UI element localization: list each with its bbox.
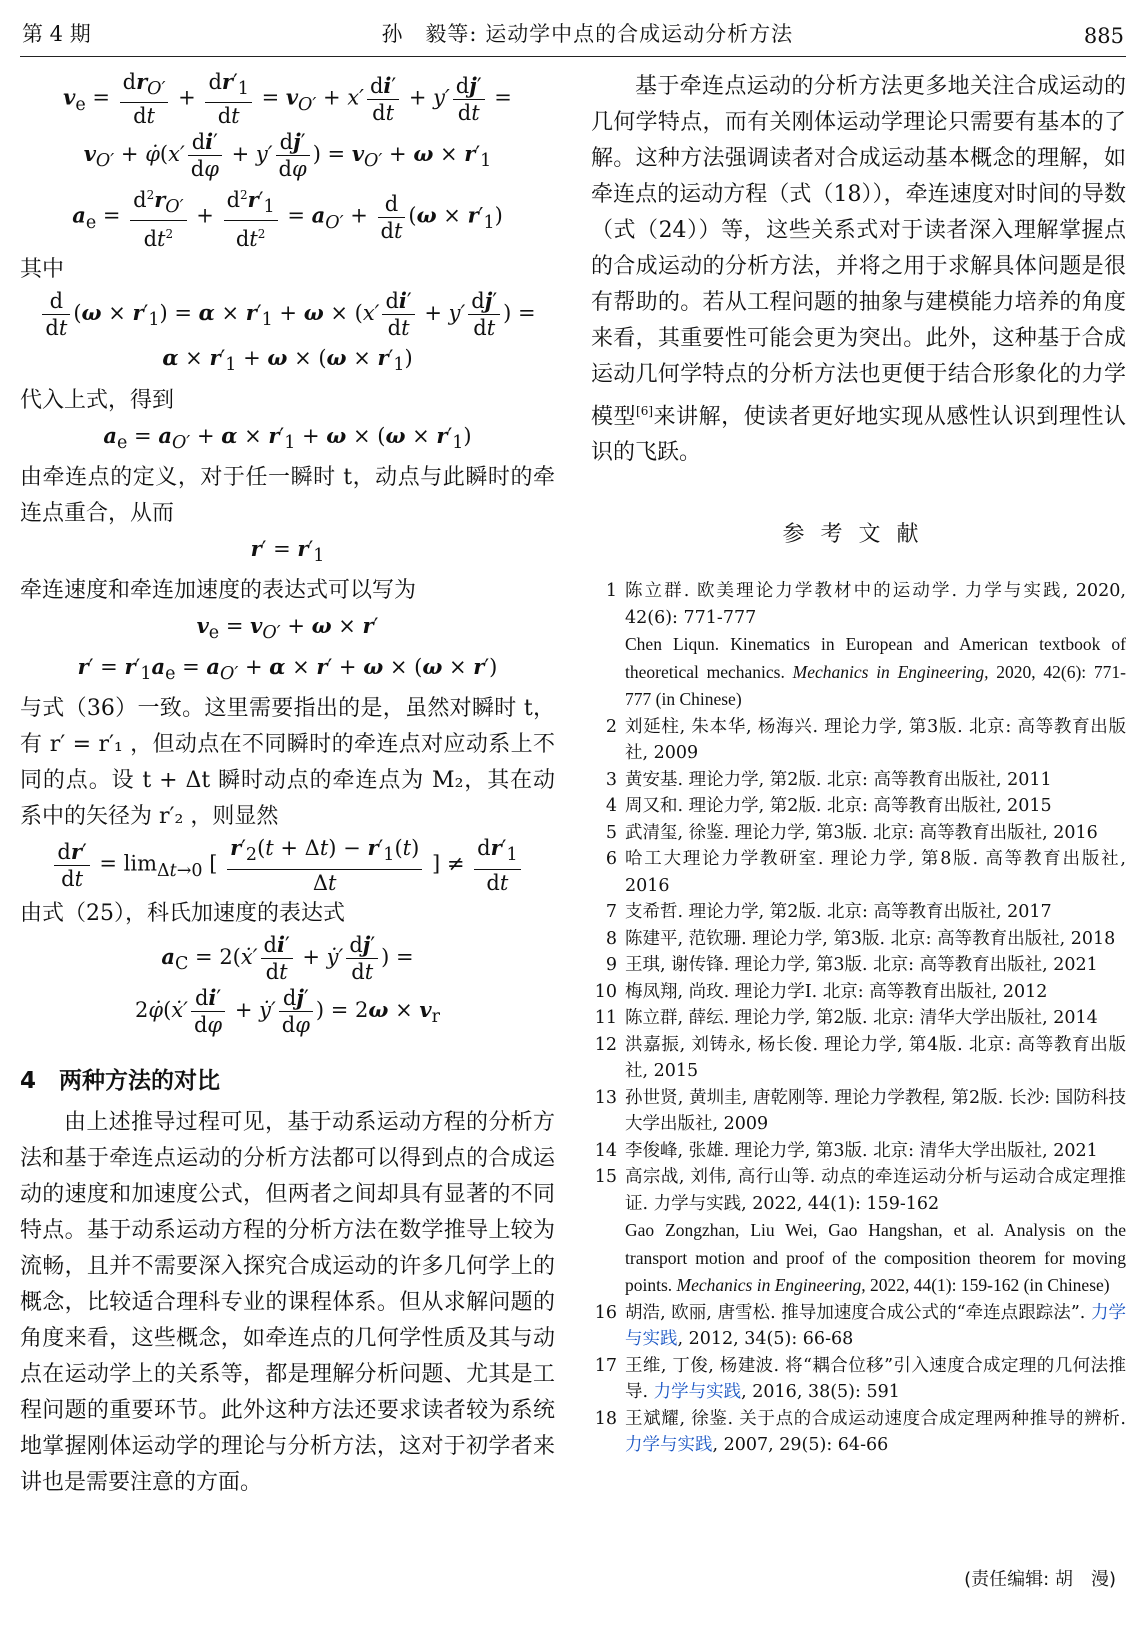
reference-text	[625, 1032, 1126, 1085]
reference-text	[625, 1085, 1126, 1138]
reference-text	[625, 1138, 1126, 1165]
reference-text	[625, 578, 1126, 714]
reference-item	[591, 1085, 1126, 1138]
paragraph-coriolis: 由式（25），科氏加速度的表达式	[20, 900, 345, 926]
reference-item	[591, 1406, 1126, 1459]
paragraph-transport-method	[591, 69, 1126, 471]
reference-item	[591, 1353, 1126, 1406]
journal-link[interactable]: 力学与实践	[625, 1302, 1126, 1350]
reference-english: Gao Zongzhan, Liu Wei, Gao Hangshan, et al. Analysis on the transport motion and proof of the composition theorem for moving points.	[625, 1220, 1126, 1296]
reference-citation: 周又和. 理论力学, 第2版. 北京: 高等教育出版社, 2015	[625, 796, 1052, 817]
reference-text	[625, 793, 1126, 820]
reference-number: 9	[605, 955, 617, 976]
equation-ve-final: $v_e = v_{O'} + \omega \times r'$	[196, 612, 379, 644]
section-title-4: 4 两种方法的对比	[20, 1067, 221, 1094]
reference-text	[625, 952, 1126, 979]
reference-number: 16	[594, 1302, 617, 1323]
reference-number: 10	[594, 981, 617, 1002]
reference-citation: 黄安基. 理论力学, 第2版. 北京: 高等教育出版社, 2011	[625, 769, 1052, 790]
reference-item	[591, 926, 1126, 953]
reference-number: 3	[605, 769, 617, 790]
reference-number: 8	[605, 928, 617, 949]
reference-citation: 哈工大理论力学教研室. 理论力学, 第8版. 高等教育出版社, 2016	[625, 849, 1126, 896]
reference-item	[591, 793, 1126, 820]
equation-ac-2: 2φ̇(ẋ′ $\frac{di'}{d\varphi}$ + ẏ′ $\frac{dj'}{d\varphi}$ ) = $2\omega \times v_r$	[135, 984, 440, 1037]
equation-ve: $v_e$ = $\frac{dr_{O'}}{dt}$ + $\frac{dr'_1}{dt}$ = $v_{O'} + x'$ $\frac{di'}{dt}$ + y′ $\frac{dj'}{dt}$ =	[63, 69, 512, 129]
reference-english: Chen Liqun. Kinematics in European and American textbook of theoretical mechanics.	[625, 634, 1126, 682]
right-column	[591, 69, 1126, 1590]
reference-item	[591, 767, 1126, 794]
paragraph-expressions: 牵连速度和牵连加速度的表达式可以写为	[20, 577, 417, 603]
references-title: 参考文献	[782, 522, 935, 548]
reference-item	[591, 714, 1126, 767]
reference-text	[625, 1005, 1126, 1032]
equation-ae-final: $r' = r'_1a_e = a_{O'} + \alpha \times r' + \omega \times (\omega \times r')$	[77, 654, 498, 685]
reference-citation: 王斌耀, 徐鉴. 关于点的合成运动速度合成定理两种推导的辨析.	[625, 1408, 1126, 1429]
reference-citation: 王维, 丁俊, 杨建波. 将“耦合位移”引入速度合成定理的几何法推导.	[625, 1355, 1126, 1403]
paragraph-definition: 由牵连点的定义，对于任一瞬时 t，动点与此瞬时的牵连点重合，从而	[20, 464, 555, 526]
reference-text	[625, 1300, 1126, 1353]
equation-ve-2: $v_{O'}$ + φ̇(x′ $\frac{di'}{d\varphi}$ + y′ $\frac{dj'}{d\varphi}$ ) = $v_{O'} + \omega \times r'_1$	[83, 129, 492, 182]
reference-citation: 刘延柱, 朱本华, 杨海兴. 理论力学, 第3版. 北京: 高等教育出版社, 2009	[625, 716, 1126, 764]
reference-journal-italic: Mechanics in Engineering,	[792, 661, 997, 682]
reference-citation: 高宗战, 刘伟, 高行山等. 动点的牵连运动分析与运动合成定理推证. 力学与实践, 2022, 44(1): 159-162	[625, 1167, 1126, 1214]
paragraph-consistency: 与式（36）一致。这里需要指出的是，虽然对瞬时 t，有 r′ = r′₁ ，但动点在不同瞬时的牵连点对应动系上不同的点。设 t + Δt 瞬时动点的牵连点为 M₂，其在动系中的矢径为 r′₂ ，则显然	[20, 696, 555, 830]
reference-number: 4	[605, 796, 617, 817]
page-number: 885	[1083, 24, 1124, 48]
running-title: 孙 毅等: 运动学中点的合成运动分析方法	[381, 22, 794, 46]
reference-citation: 胡浩, 欧丽, 唐雪松. 推导加速度合成公式的“牵连点跟踪法”.	[625, 1302, 1086, 1323]
reference-number: 14	[594, 1140, 617, 1161]
reference-citation: 洪嘉振, 刘铸永, 杨长俊. 理论力学, 第4版. 北京: 高等教育出版社, 2015	[625, 1034, 1126, 1082]
reference-text	[625, 899, 1126, 926]
reference-text	[625, 979, 1126, 1006]
reference-citation: 李俊峰, 张雄. 理论力学, 第3版. 北京: 清华大学出版社, 2021	[625, 1140, 1098, 1161]
reference-item	[591, 1300, 1126, 1353]
equation-domega: $\frac{d}{dt}$ $(\omega \times r'_1) = \alpha \times r'_1 + \omega \times (x'$ $\frac{di'}{dt}$ + y′ $\frac{dj'}{dt}$ ) =	[20, 288, 555, 341]
equation-limit: $\frac{dr'}{dt}$ = $\lim_{\Delta t\to 0}$ [ $\frac{r'_2(t + \Delta t) - r'_1(t)}{\Delta t}$ ] ≠ $\frac{dr'_1}{dt}$	[20, 835, 555, 895]
reference-number: 12	[594, 1034, 617, 1055]
reference-text	[625, 1164, 1126, 1300]
paragraph-comparison: 由上述推导过程可见，基于动系运动方程的分析方法和基于牵连点运动的分析方法都可以得到点的合成运动的速度和加速度公式，但两者之间却具有显著的不同特点。基于动系运动方程的分析方法在数学推导上较为流畅，且并不需要深入探究合成运动的许多几何学上的概念，比较适合理科专业的课程体系。但从求解问题的角度来看，这些概念，如牵连点的几何学性质及其与动点在运动学上的关系等，都是理解分析问题、尤其是工程问题的重要环节。此外这种方法还要求读者较为系统地掌握刚体运动学的理论与分析方法，这对于初学者来讲也是需要注意的方面。	[20, 1109, 555, 1495]
equation-domega-2: $\alpha \times r'_1 + \omega \times (\omega \times r'_1)$	[162, 345, 413, 376]
reference-number: 1	[605, 581, 617, 602]
reference-citation: 支希哲. 理论力学, 第2版. 北京: 高等教育出版社, 2017	[625, 902, 1052, 923]
reference-item	[591, 1005, 1126, 1032]
issue-number: 第 4 期	[22, 22, 91, 46]
paragraph-text-a: 基于牵连点运动的分析方法更多地关注合成运动的几何学特点，而有关刚体运动学理论只需要有基本的了解。这种方法强调读者对合成运动基本概念的理解，如牵连点的运动方程（式（18）），牵连速度对时间的导数（式（24））等，这些关系式对于读者深入理解掌握点的合成运动的分析方法，并将之用于求解具体问题是很有帮助的。若从工程问题的抽象与建模能力培养的角度来看，其重要性可能会更为突出。此外，这种基于合成运动几何学特点的分析方法也更便于结合形象化的力学模型	[591, 74, 1126, 430]
reference-citation: 陈建平, 范钦珊. 理论力学, 第3版. 北京: 高等教育出版社, 2018	[625, 928, 1116, 949]
equation-ac: $a_C$ = 2(ẋ′ $\frac{di'}{dt}$ + ẏ′ $\frac{dj'}{dt}$ ) =	[161, 931, 414, 984]
reference-number: 15	[594, 1167, 617, 1188]
journal-link[interactable]: 力学与实践	[625, 1435, 713, 1456]
equation-r-equal: $r' = r'_1$	[250, 535, 325, 566]
reference-english-tail: 2020, 42(6): 771-777 (in Chinese)	[625, 661, 1126, 710]
reference-item	[591, 846, 1126, 899]
reference-number: 5	[605, 822, 617, 843]
reference-item	[591, 1164, 1126, 1300]
reference-citation: 武清玺, 徐鉴. 理论力学, 第3版. 北京: 高等教育出版社, 2016	[625, 822, 1098, 843]
reference-citation: 王琪, 谢传锋. 理论力学, 第3版. 北京: 高等教育出版社, 2021	[625, 955, 1098, 976]
reference-text	[625, 926, 1126, 953]
reference-text	[625, 1406, 1126, 1459]
reference-citation: 陈立群, 薛纭. 理论力学, 第2版. 北京: 清华大学出版社, 2014	[625, 1008, 1098, 1029]
reference-text	[625, 820, 1126, 847]
reference-number: 13	[594, 1087, 617, 1108]
reference-item	[591, 899, 1126, 926]
reference-number: 7	[605, 902, 617, 923]
equation-ae: $a_e$ = $\frac{d^2r_{O'}}{dt^2}$ + $\frac{d^2r'_1}{dt^2}$ = $a_{O'}$ + $\frac{d}{dt}$ $(\omega \times r'_1)$	[20, 182, 555, 252]
reference-item	[591, 820, 1126, 847]
equation-ae-result: $a_e = a_{O'} + \alpha \times r'_1 + \omega \times (\omega \times r'_1)$	[103, 422, 472, 453]
reference-number: 2	[605, 716, 617, 737]
citation-6[interactable]: [6]	[636, 404, 654, 418]
reference-text	[625, 846, 1126, 899]
left-column	[20, 69, 555, 1501]
reference-text	[625, 714, 1126, 767]
reference-citation: 陈立群. 欧美理论力学教材中的运动学. 力学与实践, 2020, 42(6): 771-777	[625, 581, 1126, 628]
reference-citation: 梅凤翔, 尚玫. 理论力学I. 北京: 高等教育出版社, 2012	[625, 981, 1048, 1002]
reference-tail: , 2012, 34(5): 66-68	[677, 1329, 854, 1350]
reference-number: 11	[594, 1008, 617, 1029]
responsible-editor: (责任编辑: 胡 漫)	[964, 1568, 1116, 1590]
reference-journal-italic: Mechanics in Engineering,	[676, 1275, 870, 1296]
reference-citation: 孙世贤, 黄圳圭, 唐乾刚等. 理论力学教程, 第2版. 长沙: 国防科技大学出版社, 2009	[625, 1087, 1126, 1135]
reference-text	[625, 767, 1126, 794]
reference-list	[591, 578, 1126, 1459]
reference-item	[591, 952, 1126, 979]
journal-link[interactable]: 力学与实践	[653, 1382, 742, 1403]
reference-english-tail: 2022, 44(1): 159-162 (in Chinese)	[869, 1275, 1110, 1296]
paragraph-text-b: 来讲解，使读者更好地实现从感性认识到理性认识的飞跃。	[591, 404, 1126, 466]
reference-item	[591, 1138, 1126, 1165]
reference-item	[591, 578, 1126, 714]
text-qizhong: 其中	[20, 257, 65, 283]
reference-tail: , 2007, 29(5): 64-66	[712, 1435, 889, 1456]
reference-item	[591, 979, 1126, 1006]
reference-tail: , 2016, 38(5): 591	[741, 1382, 900, 1403]
reference-text	[625, 1353, 1126, 1406]
reference-item	[591, 1032, 1126, 1085]
running-header	[20, 18, 1126, 57]
reference-number: 17	[594, 1355, 617, 1376]
text-dairu: 代入上式，得到	[20, 387, 175, 413]
reference-number: 6	[605, 849, 617, 870]
reference-number: 18	[594, 1408, 617, 1429]
